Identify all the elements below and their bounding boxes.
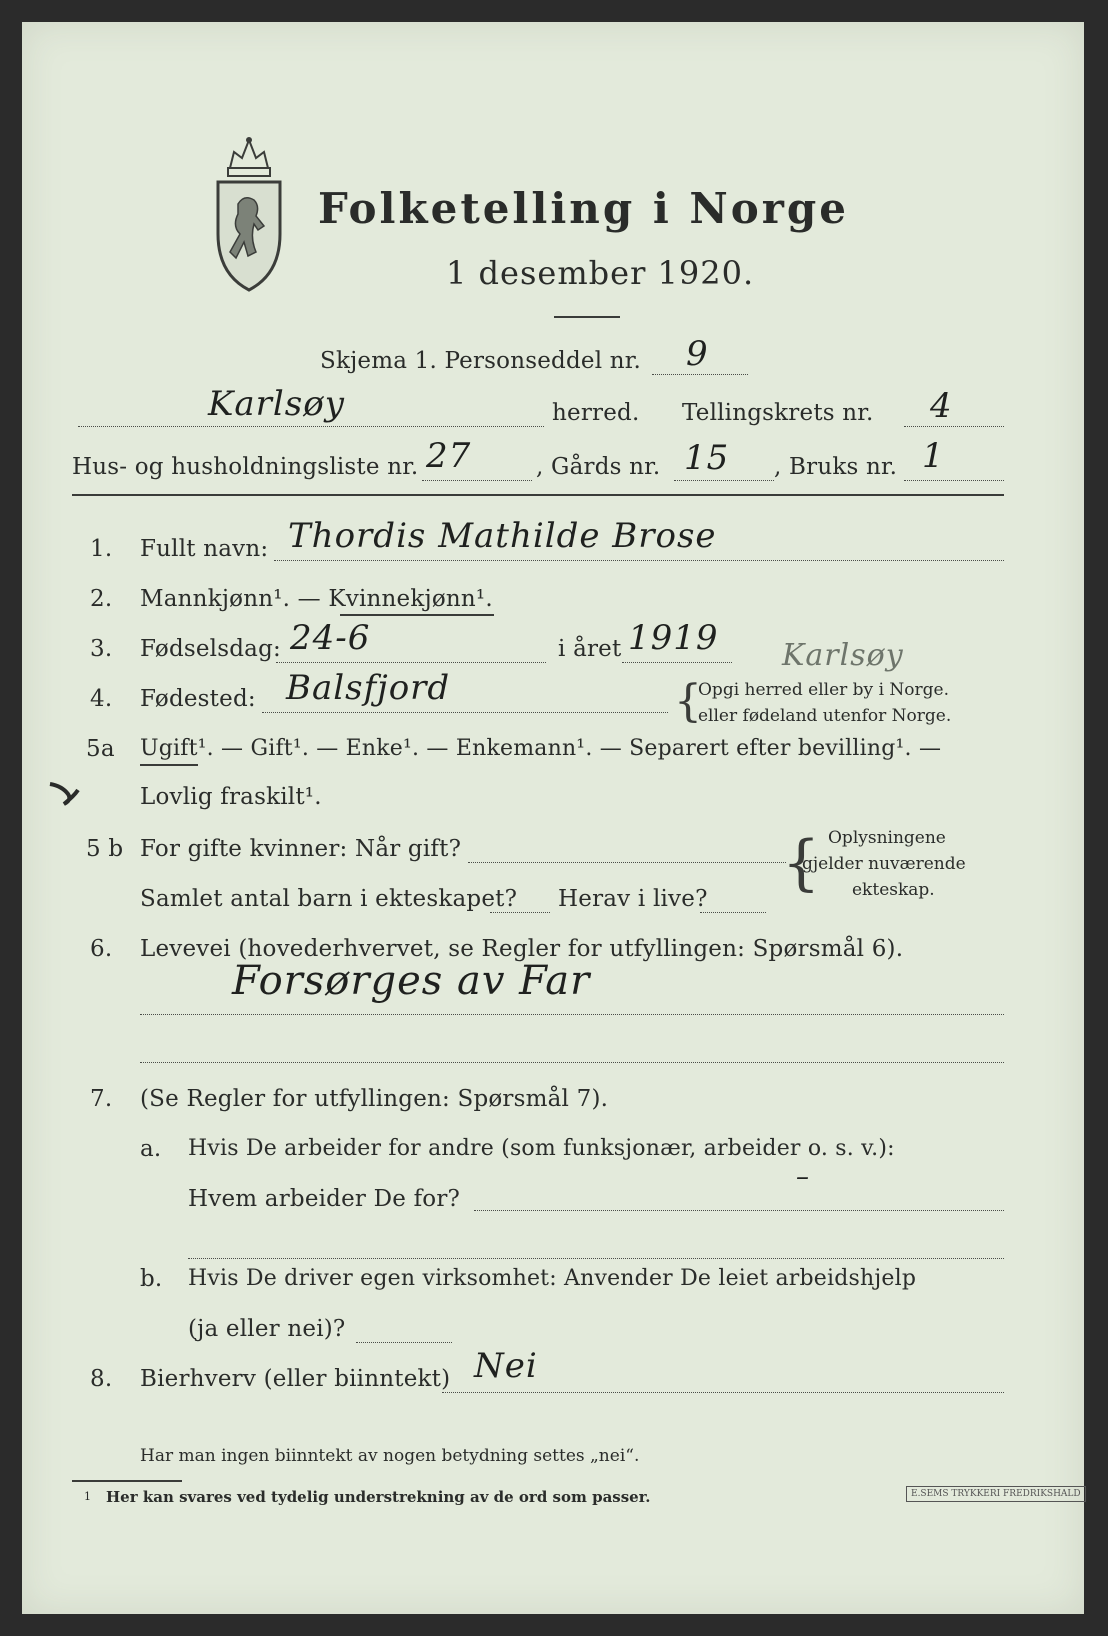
title-divider [554,316,620,318]
q7-number: 7. [90,1086,113,1112]
krets-label: Tellingskrets nr. [682,400,874,426]
q5b-line1: For gifte kvinner: Når gift? [140,836,462,862]
q5a-number: 5a [86,736,115,762]
footnote-rule [72,1480,182,1482]
q7a-letter: a. [140,1136,162,1162]
full-name-field[interactable] [274,560,1004,561]
footnote-mark: 1 [84,1490,91,1503]
q1-number: 1. [90,536,113,562]
q4-note-line2: eller fødeland utenfor Norge. [698,706,952,726]
q5b-note-line2: gjelder nuværende [802,854,966,874]
birthdate-value: 24-6 [290,618,371,658]
gards-field[interactable] [674,480,774,481]
birthplace-value: Balsfjord [286,668,451,708]
q4-note-brace: { [674,676,702,727]
q5b-number: 5 b [86,836,124,862]
occupation-value: Forsørges av Far [232,958,591,1004]
gards-value: 15 [684,438,730,478]
hired-help-field[interactable] [356,1342,452,1343]
q4-number: 4. [90,686,113,712]
printer-stamp: E.SEMS TRYKKERI FREDRIKSHALD [906,1486,1086,1502]
q7a-line1: Hvis De arbeider for andre (som funksjonær, arbeider o. s. v.): [188,1136,895,1161]
full-name-value: Thordis Mathilde Brose [288,516,717,556]
hus-field[interactable] [422,480,532,481]
hus-value: 27 [426,436,472,476]
side-income-value: Nei [474,1346,538,1386]
year-label: i året [558,636,622,662]
q8-number: 8. [90,1366,113,1392]
bruks-value: 1 [922,436,945,476]
q5b-note-line1: Oplysningene [828,828,946,848]
q5b-note-brace: { [782,828,821,898]
occupation-field[interactable] [140,1014,1004,1015]
q4-label: Fødested: [140,686,256,712]
q7b-letter: b. [140,1266,163,1292]
hus-label: Hus- og husholdningsliste nr. [72,454,419,480]
form-date: 1 desember 1920. [446,254,755,292]
q7b-line1: Hvis De driver egen virksomhet: Anvender De leiet arbeidshjelp [188,1266,917,1291]
schema-value: 9 [686,334,709,374]
q5b-children-label: Samlet antal barn i ekteskapet? [140,886,518,912]
birthplace-field[interactable] [262,712,668,713]
q5b-alive-label: Herav i live? [558,886,708,912]
coat-of-arms-icon [210,134,288,294]
form-title: Folketelling i Norge [318,184,850,233]
q1-label: Fullt navn: [140,536,269,562]
sex-underline [340,614,494,616]
header-rule [72,494,1004,496]
gards-label: , Gårds nr. [536,454,661,480]
birthplace-margin-note: Karlsøy [782,638,904,673]
q4-note-line1: Opgi herred eller by i Norge. [698,680,949,700]
schema-field[interactable] [652,374,748,375]
employer-field-2[interactable] [188,1258,1004,1259]
q7a-line2: Hvem arbeider De for? [188,1186,461,1212]
bruks-field[interactable] [904,480,1004,481]
birthyear-value: 1919 [628,618,719,658]
q3-label: Fødselsdag: [140,636,281,662]
children-count-field[interactable] [490,912,550,913]
employer-field[interactable] [474,1210,1004,1211]
occupation-field-2[interactable] [140,1062,1004,1063]
marital-status-options-2: Lovlig fraskilt¹. [140,784,322,810]
herred-value: Karlsøy [208,384,345,424]
marital-underline [140,764,198,766]
krets-value: 4 [930,386,953,426]
birthyear-field[interactable] [622,662,732,663]
schema-label: Skjema 1. Personseddel nr. [320,348,641,374]
q3-number: 3. [90,636,113,662]
q6-label: Levevei (hovederhvervet, se Regler for utfyllingen: Spørsmål 6). [140,936,904,962]
q6-number: 6. [90,936,113,962]
krets-field[interactable] [904,426,1004,427]
birthdate-field[interactable] [276,662,546,663]
married-when-field[interactable] [468,862,786,863]
census-form [22,22,1084,1614]
q7-label: (Se Regler for utfyllingen: Spørsmål 7). [140,1086,609,1112]
footer-note: Har man ingen biinntekt av nogen betydning settes „nei“. [140,1446,640,1466]
side-income-field[interactable] [442,1392,1004,1393]
employer-value: – [796,1162,810,1192]
pencil-mark-icon [48,776,80,806]
q5b-note-line3: ekteskap. [852,880,935,900]
herred-label: herred. [552,400,640,426]
q8-label: Bierhverv (eller biinntekt) [140,1366,451,1392]
children-alive-field[interactable] [700,912,766,913]
sex-options: Mannkjønn¹. — Kvinnekjønn¹. [140,586,493,612]
bruks-label: , Bruks nr. [774,454,898,480]
footnote-text: Her kan svares ved tydelig understrekning av de ord som passer. [106,1488,651,1506]
marital-status-options: Ugift¹. — Gift¹. — Enke¹. — Enkemann¹. — Separert efter bevilling¹. — [140,736,942,761]
q2-number: 2. [90,586,113,612]
q7b-line2: (ja eller nei)? [188,1316,346,1342]
herred-field[interactable] [78,426,544,427]
